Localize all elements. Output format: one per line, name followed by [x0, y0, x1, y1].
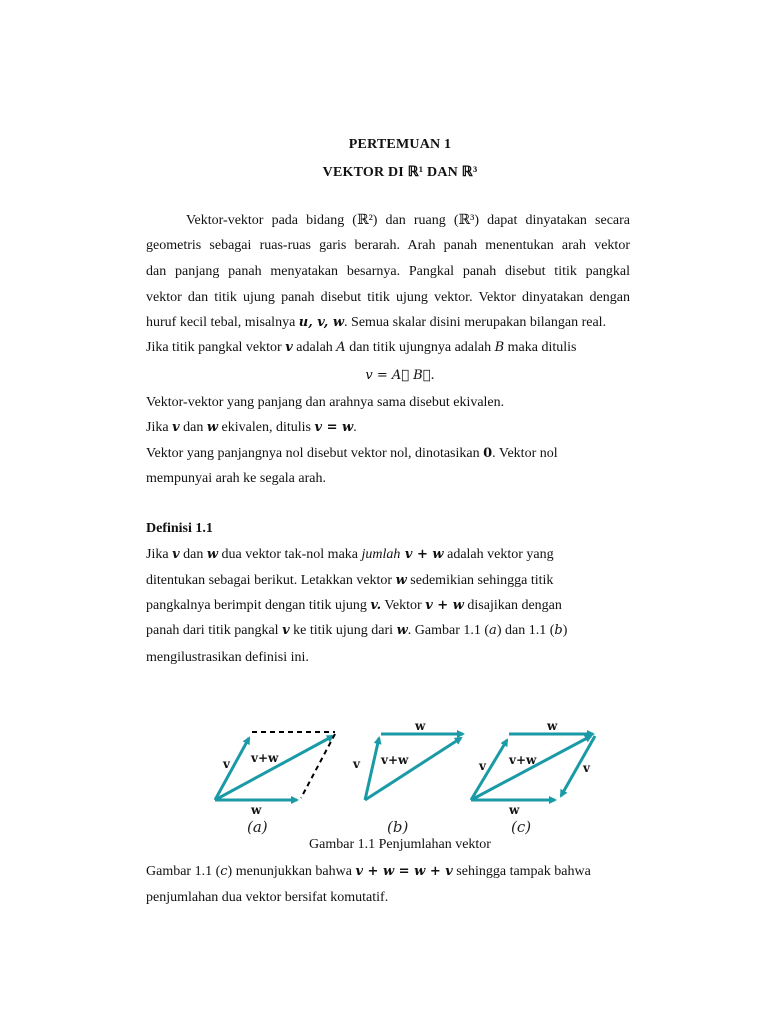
text: Jika	[146, 547, 173, 562]
label-v-plus-w: v+w	[509, 753, 537, 767]
text: sedemikian sehingga titik	[406, 573, 554, 588]
definition-line2	[146, 573, 553, 589]
text: .	[353, 420, 357, 435]
label-v: v	[479, 759, 486, 773]
title-vektor: VEKTOR DI ℝ¹ DAN ℝ³	[322, 165, 478, 180]
math-zero: 0	[483, 446, 493, 461]
math-uvw: u, v, w	[298, 315, 345, 330]
math-v-plus-w: v + w	[425, 598, 464, 613]
vector-addition-figure	[205, 712, 605, 837]
term-jumlah: jumlah	[361, 547, 401, 562]
label-w: w	[251, 803, 262, 817]
para1-line4: vektor dan titik ujung panah disebut titik ujung vektor. Vektor dinyatakan dengan	[146, 290, 630, 305]
text: dan titik ujungnya adalah	[345, 340, 495, 355]
label-v-plus-w: v+w	[381, 753, 409, 767]
para1-line5	[146, 315, 606, 331]
text: Jika titik pangkal vektor	[146, 340, 286, 355]
equation-v-AB: v = A⃗ B⃗.	[365, 368, 435, 383]
label-w: w	[509, 803, 520, 817]
label-v: v	[223, 757, 230, 771]
text: dua vektor tak-nol maka	[218, 547, 362, 562]
math-w: w	[206, 547, 219, 562]
math-w: w	[206, 420, 219, 435]
math-v: v	[282, 623, 290, 638]
panel-b	[365, 734, 463, 800]
closing-line1	[146, 864, 591, 880]
arrow-v-plus-w	[365, 738, 461, 800]
para2-line4: mempunyai arah ke segala arah.	[146, 471, 326, 486]
math-v: v	[285, 340, 293, 355]
text: ) menunjukkan bahwa	[227, 864, 356, 879]
para2-line2	[146, 420, 357, 436]
definition-line5: mengilustrasikan definisi ini.	[146, 650, 309, 665]
text: dan	[179, 547, 207, 562]
closing-line2: penjumlahan dua vektor bersifat komutatif.	[146, 890, 389, 905]
label-v: v	[583, 761, 590, 775]
sublabel-a: (a)	[247, 818, 268, 836]
text: Vektor yang panjangnya nol disebut vektor nol, dinotasikan	[146, 446, 484, 461]
math-b: b	[554, 623, 563, 638]
para1-line2: geometris sebagai ruas-ruas garis berarah. Arah panah menentukan arah vektor	[146, 238, 630, 253]
text: maka ditulis	[504, 340, 577, 355]
text: Jika	[146, 420, 173, 435]
definition-line4	[146, 623, 567, 639]
math-w: w	[395, 573, 407, 588]
text: . Semua skalar disini merupakan bilangan real.	[344, 315, 607, 330]
text: ekivalen, ditulis	[218, 420, 315, 435]
math-v: v	[172, 420, 180, 435]
definition-line3	[146, 598, 562, 614]
para1-line3: dan panjang panah menyatakan besarnya. Pangkal panah disebut titik pangkal	[146, 264, 630, 279]
text: pangkalnya berimpit dengan titik ujung	[146, 598, 371, 613]
math-B: B	[494, 340, 505, 355]
label-w: w	[547, 719, 558, 733]
para1-line6	[146, 340, 577, 356]
text: Vektor	[381, 598, 426, 613]
panel-a	[215, 732, 335, 800]
math-commutative: v + w = w + v	[355, 864, 453, 879]
math-v-eq-w: v = w	[314, 420, 354, 435]
title-pertemuan: PERTEMUAN 1	[348, 137, 452, 152]
label-v-plus-w: v+w	[251, 751, 279, 765]
panel-c	[471, 734, 595, 800]
label-v: v	[353, 757, 360, 771]
math-a: a	[489, 623, 497, 638]
sublabel-b: (b)	[387, 818, 409, 836]
text: ditentukan sebagai berikut. Letakkan vektor	[146, 573, 396, 588]
figure-caption: Gambar 1.1 Penjumlahan vektor	[309, 837, 491, 852]
math-c: c	[220, 864, 228, 879]
math-v: v.	[370, 598, 382, 613]
text: panah dari titik pangkal	[146, 623, 283, 638]
text: Gambar 1.1 (	[146, 864, 221, 879]
text: dan	[179, 420, 207, 435]
text: . Gambar 1.1 (	[407, 623, 490, 638]
definition-line1	[146, 547, 554, 563]
text: sehingga tampak bahwa	[452, 864, 591, 879]
text: . Vektor nol	[492, 446, 558, 461]
math-v-plus-w: v + w	[400, 547, 444, 562]
label-w: w	[415, 719, 426, 733]
para1-line1: Vektor-vektor pada bidang (ℝ²) dan ruang (ℝ³) dapat dinyatakan secara	[186, 213, 630, 228]
para2-line3	[146, 446, 558, 462]
definition-heading: Definisi 1.1	[146, 521, 213, 536]
math-A: A	[336, 340, 346, 355]
text: adalah	[292, 340, 337, 355]
text: disajikan dengan	[463, 598, 562, 613]
para2-line1: Vektor-vektor yang panjang dan arahnya sama disebut ekivalen.	[146, 395, 505, 410]
math-v: v	[172, 547, 180, 562]
text: huruf kecil tebal, misalnya	[146, 315, 299, 330]
math-w: w	[396, 623, 408, 638]
text: adalah vektor yang	[443, 547, 554, 562]
text: ke titik ujung dari	[289, 623, 397, 638]
text: )	[562, 623, 568, 638]
text: ) dan 1.1 (	[496, 623, 555, 638]
sublabel-c: (c)	[511, 818, 532, 836]
